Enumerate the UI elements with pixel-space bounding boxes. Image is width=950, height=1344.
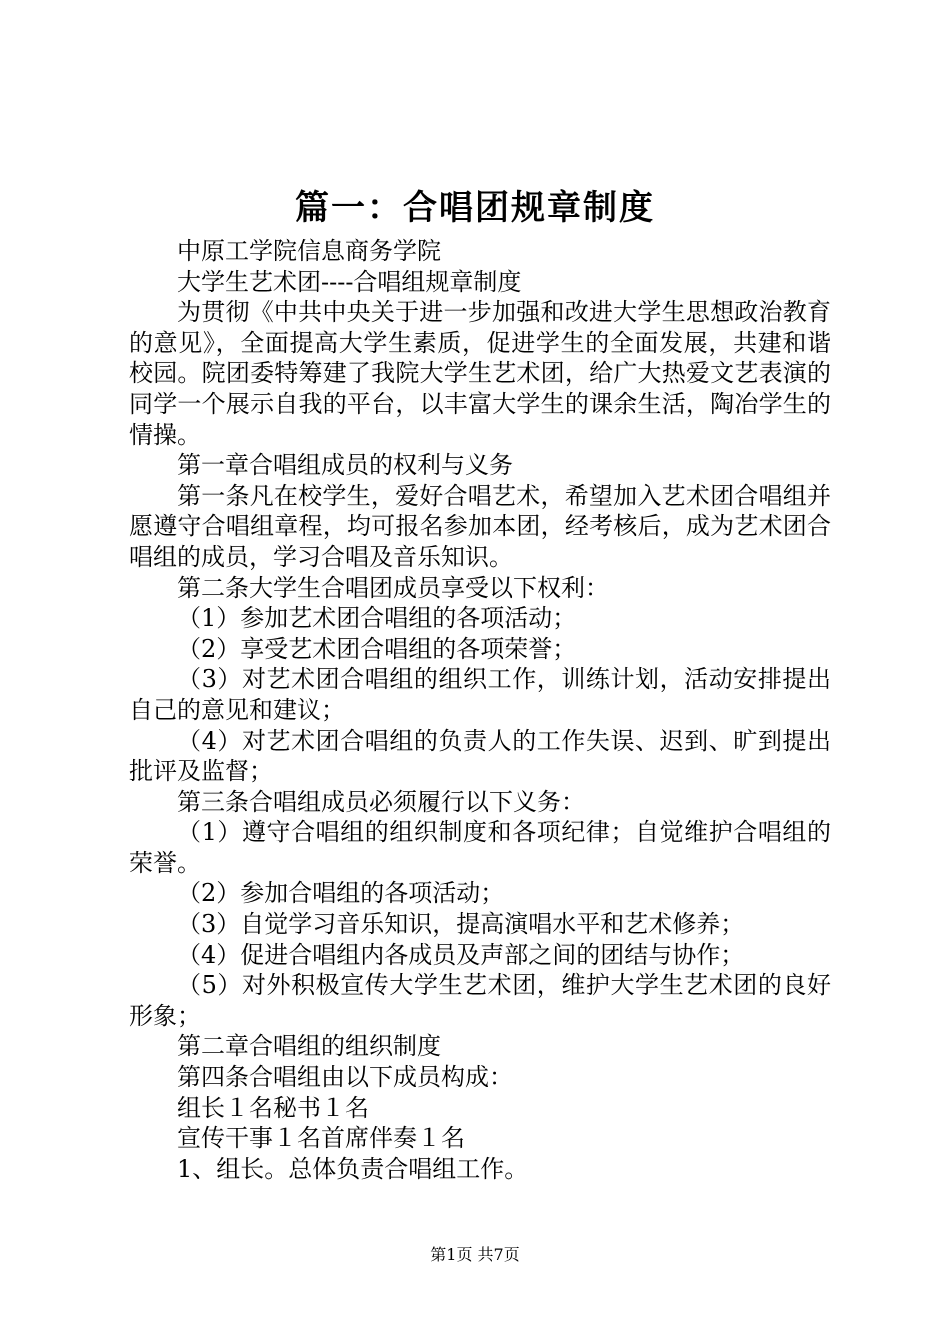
paragraph-regulation-name: 大学生艺术团----合唱组规章制度 — [177, 267, 522, 296]
members-line-2: 宣传干事１名首席伴奏１名 — [177, 1124, 465, 1153]
rights-item-2: （2）享受艺术团合唱组的各项荣誉； — [177, 634, 577, 663]
article-2: 第二条大学生合唱团成员享受以下权利： — [177, 573, 609, 602]
duties-item-3: （3）自觉学习音乐知识，提高演唱水平和艺术修养； — [177, 910, 745, 939]
article-3: 第三条合唱组成员必须履行以下义务： — [177, 787, 585, 816]
article-4: 第四条合唱组由以下成员构成： — [177, 1063, 513, 1092]
article-1: 第一条凡在校学生，爱好合唱艺术，希望加入艺术团合唱组并愿遵守合唱组章程，均可报名参加本团，经考核后，成为艺术团合唱组的成员，学习合唱及音乐知识。 — [129, 481, 831, 571]
rights-item-4: （4）对艺术团合唱组的负责人的工作失误、迟到、旷到提出批评及监督； — [129, 726, 831, 786]
page-number-footer: 第1页 共7页 — [430, 1245, 520, 1264]
paragraph-intro: 为贯彻《中共中央关于进一步加强和改进大学生思想政治教育的意见》，全面提高大学生素质，促进学生的全面发展，共建和谐校园。院团委特筹建了我院大学生艺术团，给广大热爱文艺表演的同学一个展示自我的平台，以丰富大学生的课余生活，陶冶学生的情操。 — [129, 298, 831, 449]
paragraph-college: 中原工学院信息商务学院 — [177, 237, 441, 265]
rights-item-1: （1）参加艺术团合唱组的各项活动； — [177, 604, 577, 633]
document-body — [129, 236, 831, 1184]
document-title: 篇一：合唱团规章制度 — [295, 188, 655, 228]
duties-item-4: （4）促进合唱组内各成员及声部之间的团结与协作； — [177, 940, 745, 969]
duties-item-2: （2）参加合唱组的各项活动； — [177, 879, 505, 908]
members-line-1: 组长１名秘书１名 — [177, 1093, 369, 1122]
chapter-heading-1: 第一章合唱组成员的权利与义务 — [177, 451, 513, 480]
role-leader: 1、组长。总体负责合唱组工作。 — [177, 1154, 529, 1183]
rights-item-3: （3）对艺术团合唱组的组织工作，训练计划，活动安排提出自己的意见和建议； — [129, 665, 831, 724]
duties-item-1: （1）遵守合唱组的组织制度和各项纪律；自觉维护合唱组的荣誉。 — [129, 818, 831, 877]
duties-item-5: （5）对外积极宣传大学生艺术团，维护大学生艺术团的良好形象； — [129, 971, 831, 1030]
chapter-heading-2: 第二章合唱组的组织制度 — [177, 1032, 441, 1061]
